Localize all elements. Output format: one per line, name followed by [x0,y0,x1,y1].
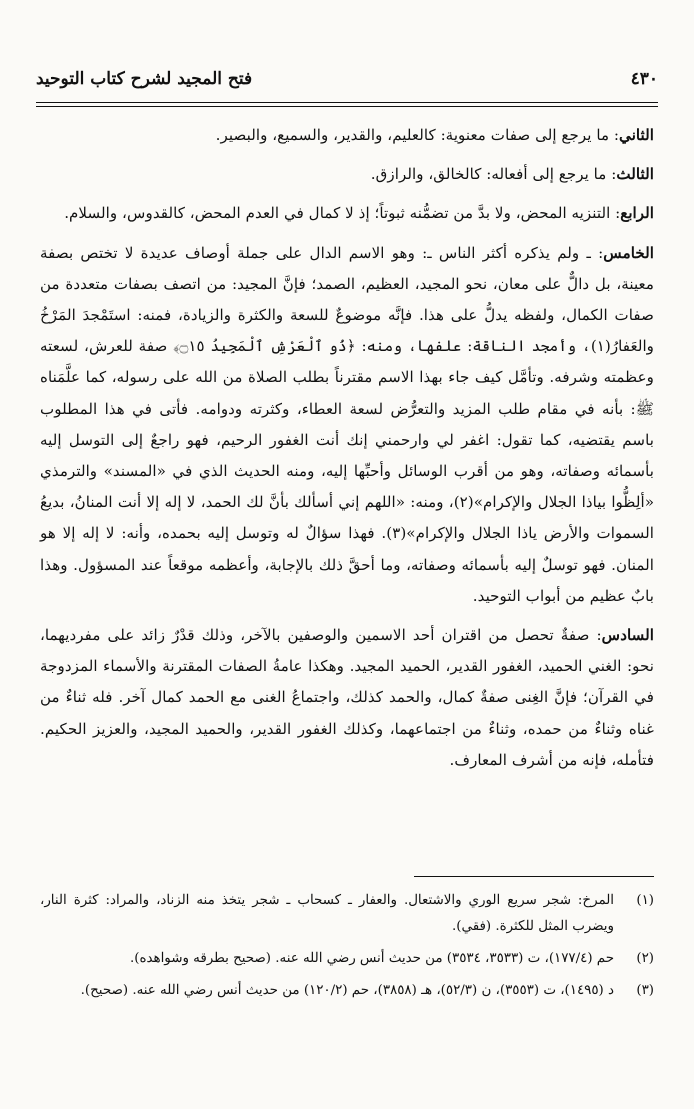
header-rule [36,102,658,103]
header-rule-secondary [36,106,658,107]
paragraph-second [40,120,654,151]
page-number: ٤٣٠ [630,69,658,89]
footnote-number: (٢) [636,951,654,966]
footnote [40,888,654,940]
main-text [40,120,654,784]
paragraph-label: الثاني [619,126,654,144]
footnote-number: (١) [636,893,654,908]
footnote-text: المرخ: شجر سريع الوري والاشتعال. والعفار ـ كسحاب ـ شجر يتخذ منه الزناد، والمراد: كثرة النار، ويضرب المثل للكثرة. (فقي). [40,893,614,934]
paragraph-text: : صفةٌ تحصل من اقتران أحد الاسمين والوصفين بالآخر، وذلك قدْرٌ زائد على مفرديهما، نحو: الغني الحميد، الغفور القدير، الحميد المجيد. وهكذا عامةُ الصفات المقترنة والأسماء المزدوجة في القرآن؛ فإنَّ الغِنى صفةٌ كمال، والحمد كذلك، واجتماعُ الغنى مع الحمد كمال آخر. فله ثناءٌ من غناه وثناءٌ من حمده، وثناءٌ من اجتماعهما، وكذلك الغفور القدير، والحميد المجيد، والعزيز الحكيم. فتأمله، فإنه من أشرف المعارف. [40,626,654,769]
paragraph-text: : التنزيه المحض، ولا بدَّ من تضمُّنه ثبوتاً؛ إذ لا كمال في العدم المحض، كالقدوس، والسلام. [64,204,621,223]
book-title: فتح المجيد لشرح كتاب التوحيد [36,69,253,89]
paragraph-label: الثالث [616,165,654,184]
paragraph-fourth [40,198,654,229]
paragraph-text: : ـ ولم يذكره أكثر الناس ـ: وهو الاسم الدال على جملة أوصاف عديدة لا تختص بصفة معينة، بل دالٌّ على معان، نحو المجيد، العظيم، الصمد؛ فإنَّ المجيد: من اتصف بصفات متعددة من صفات الكمال، ولفظه يدلُّ على هذا. فإنَّه موضوعٌ للسعة والكثرة والزيادة، فمنه: استَمْجدَ المَرْخُ والعَفارُ(١)، وأمجد الناقة: علفها، ومنه: ﴿ذُو ٱلْعَرْشِ ٱلْمَجِيدُ ۝١٥﴾ صفة للعرش، لسعته وعظمته وشرفه. وتأمَّل كيف جاء بهذا الاسم مقترناً بطلب الصلاة من الله على رسوله، كما علَّمَناه ﷺ: بأنه في مقام طلب المزيد والتعرُّض لسعة العطاء، وكثرته ودوامه. فأتى في هذا المطلوب باسم يقتضيه، كما تقول: اغفر لي وارحمني إنك أنت الغفور الرحيم، فهو راجعٌ إلى التوسل إليه بأسمائه وصفاته، وهو من أقرب الوسائل وأحبِّها إليه، ومنه الحديث الذي في «المسند» والترمذي «ألِظُّوا بياذا الجلال والإكرام»(٢)، ومنه: «اللهم إني أسألك بأنَّ لك الحمد، لا إله إلا أنت المنانُ، بديعُ السموات والأرض ياذا الجلال والإكرام»(٣). فهذا سؤالٌ له وتوسل إليه بحمده، وأنه: لا إله إلا هو المنان. فهو توسلٌ إليه بأسمائه وصفاته، وما أحقَّ ذلك بالإجابة، وأعظمه موقعاً عند المسؤول. وهذا بابٌ عظيم من أبواب التوحيد. [40,243,655,605]
paragraph-text: : ما يرجع إلى صفات معنوية: كالعليم، والقدير، والسميع، والبصير. [215,126,620,144]
footnote [40,946,654,972]
footnote-text: د (١٤٩٥)، ت (٣٥٥٣)، ن (٥٢/٣)، هـ (٣٨٥٨)، حم (١٢٠/٢) من حديث أنس رضي الله عنه. (صحيح). [80,983,614,998]
footnote-rule [414,876,654,877]
paragraph-label: الرابع [620,204,654,223]
footnote [40,978,654,1004]
footnote-number: (٣) [636,983,654,998]
paragraph-label: السادس [601,626,654,645]
footnotes [40,888,654,1010]
page-header [36,62,658,96]
footnote-text: حم (١٧٧/٤)، ت (٣٥٣٣، ٣٥٣٤) من حديث أنس رضي الله عنه. (صحيح بطرقه وشواهده). [130,951,614,966]
paragraph-third [40,159,654,190]
paragraph-fifth [40,238,654,612]
paragraph-sixth [40,620,654,776]
paragraph-text: : ما يرجع إلى أفعاله: كالخالق، والرازق. [370,165,617,184]
paragraph-label: الخامس [603,243,654,262]
